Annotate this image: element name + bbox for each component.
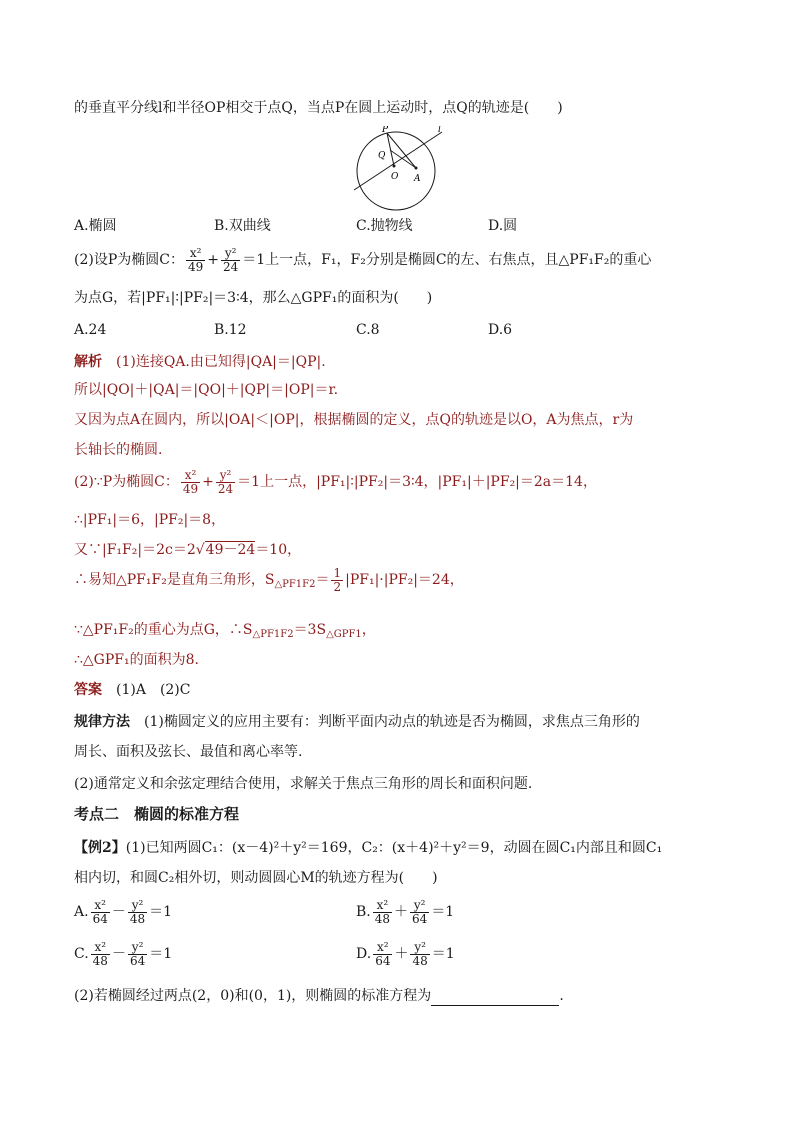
q2-stem-line2: 为点G，若|PF₁|∶|PF₂|＝3∶4，那么△GPF₁的面积为( ) bbox=[74, 290, 433, 306]
figure-label-p: P bbox=[382, 126, 389, 135]
ex2-q2: (2)若椭圆经过两点(2，0)和(0，1)，则椭圆的标准方程为 . bbox=[74, 988, 564, 1004]
ex2-option-a: A. $\frac{\text{x²}}{64}$ － $\frac{\text{y²}}{48}$ ＝1 bbox=[74, 897, 173, 926]
figure-point-a bbox=[415, 167, 418, 170]
q2-option-d: D.6 bbox=[488, 322, 513, 338]
figure-label-q: Q bbox=[378, 151, 386, 161]
ex2-label: 【例2】 bbox=[74, 840, 126, 856]
ex2-line2: 相内切，和圆C₂相外切，则动圆圆心M的轨迹方程为( ) bbox=[74, 870, 438, 886]
answer-label: 答案 bbox=[74, 682, 102, 698]
q2-option-c: C.8 bbox=[356, 322, 380, 338]
section-title: 考点二 椭圆的标准方程 bbox=[74, 805, 240, 823]
figure-label-a: A bbox=[414, 174, 421, 184]
answer-blank[interactable] bbox=[431, 991, 559, 1006]
ex2-option-c: C. $\frac{\text{x²}}{48}$ － $\frac{\text{y²}}{64}$ ＝1 bbox=[74, 939, 173, 968]
solution-line6: ∴|PF₁|＝6，|PF₂|＝8， bbox=[74, 512, 226, 528]
answer-text: (1)A (2)C bbox=[116, 682, 191, 698]
solution-fraction-y: $\frac{\text{y²}}{24}$ bbox=[217, 467, 234, 496]
sqrt-expression: 49－24 bbox=[205, 542, 256, 558]
solution-line5: (2)∵P为椭圆C： $\frac{\text{x²}}{49}$ + $\frac{\text{y²}}{24}$ ＝1上一点，|PF₁|∶|PF₂|＝3∶4，|PF₁|＋|PF₂|＝2a＝14， bbox=[74, 467, 597, 496]
method-line2: 周长、面积及弦长、最值和离心率等. bbox=[74, 744, 303, 760]
figure-label-o: O bbox=[391, 172, 399, 182]
q2-option-a: A.24 bbox=[74, 322, 107, 338]
solution-line8: ∴易知△PF₁F₂是直角三角形，$S_{\triangle PF1F2}=$ $\frac{1}{2}$ |PF₁|·|PF₂|＝24， bbox=[74, 565, 464, 594]
solution-heading: 解析 bbox=[74, 354, 102, 370]
method-line1: 规律方法 (1)椭圆定义的应用主要有：判断平面内动点的轨迹是否为椭圆，求焦点三角形的 bbox=[74, 714, 640, 730]
ex2-option-b: B. $\frac{\text{x²}}{48}$ ＋ $\frac{\text{y²}}{64}$ ＝1 bbox=[356, 897, 455, 926]
ex2-line1: 【例2】(1)已知两圆C₁：(x－4)²＋y²＝169，C₂：(x＋4)²＋y²＝9，动圆在圆C₁内部且和圆C₁ bbox=[74, 840, 663, 856]
solution-line9: ∵△PF₁F₂的重心为点G，$\therefore S_{\triangle PF1F2}=3S_{\triangle GPF1}$， bbox=[74, 622, 376, 640]
ex2-option-d: D. $\frac{\text{x²}}{64}$ ＋ $\frac{\text{y²}}{48}$ ＝1 bbox=[356, 939, 455, 968]
solution-line7: 又∵|F₁F₂|＝2c＝2√49－24＝10， bbox=[74, 542, 302, 558]
solution-line3: 又因为点A在圆内，所以|OA|＜|OP|，根据椭圆的定义，点Q的轨迹是以O，A为焦点，r为 bbox=[74, 412, 634, 428]
q1-option-d: D.圆 bbox=[488, 218, 518, 234]
circle-figure bbox=[350, 126, 450, 216]
q1-option-c: C.抛物线 bbox=[356, 218, 413, 234]
figure-point-o bbox=[393, 165, 396, 168]
method-label: 规律方法 bbox=[74, 714, 130, 730]
solution-line2: 所以|QO|＋|QA|＝|QO|＋|QP|＝|OP|＝r. bbox=[74, 382, 339, 398]
q2-option-b: B.12 bbox=[214, 322, 247, 338]
answer-line bbox=[74, 680, 190, 700]
figure-label-l: l bbox=[438, 126, 441, 135]
q1-stem: 的垂直平分线l和半径OP相交于点Q，当点P在圆上运动时，点Q的轨迹是( ) bbox=[74, 100, 563, 116]
q1-option-a: A.椭圆 bbox=[74, 218, 117, 234]
solution-line1: 解析 (1)连接QA.由已知得|QA|＝|QP|. bbox=[74, 354, 326, 370]
q2-stem-line1: (2)设P为椭圆C： $\frac{\text{x²}}{49}$ + $\frac{\text{y²}}{24}$ ＝1上一点，F₁，F₂分别是椭圆C的左、右焦点，且△PF₁F₂的重心 bbox=[74, 245, 652, 274]
q2-fraction-x: $\frac{\text{x²}}{49}$ bbox=[187, 245, 204, 274]
q2-fraction-y: $\frac{\text{y²}}{24}$ bbox=[222, 245, 239, 274]
solution-line10: ∴△GPF₁的面积为8. bbox=[74, 652, 199, 668]
solution-fraction-half: $\frac{1}{2}$ bbox=[333, 565, 342, 594]
solution-line4: 长轴长的椭圆. bbox=[74, 442, 163, 458]
method-line3: (2)通常定义和余弦定理结合使用，求解关于焦点三角形的周长和面积问题. bbox=[74, 776, 533, 792]
solution-fraction-x: $\frac{\text{x²}}{49}$ bbox=[182, 467, 199, 496]
q1-option-b: B.双曲线 bbox=[214, 218, 271, 234]
